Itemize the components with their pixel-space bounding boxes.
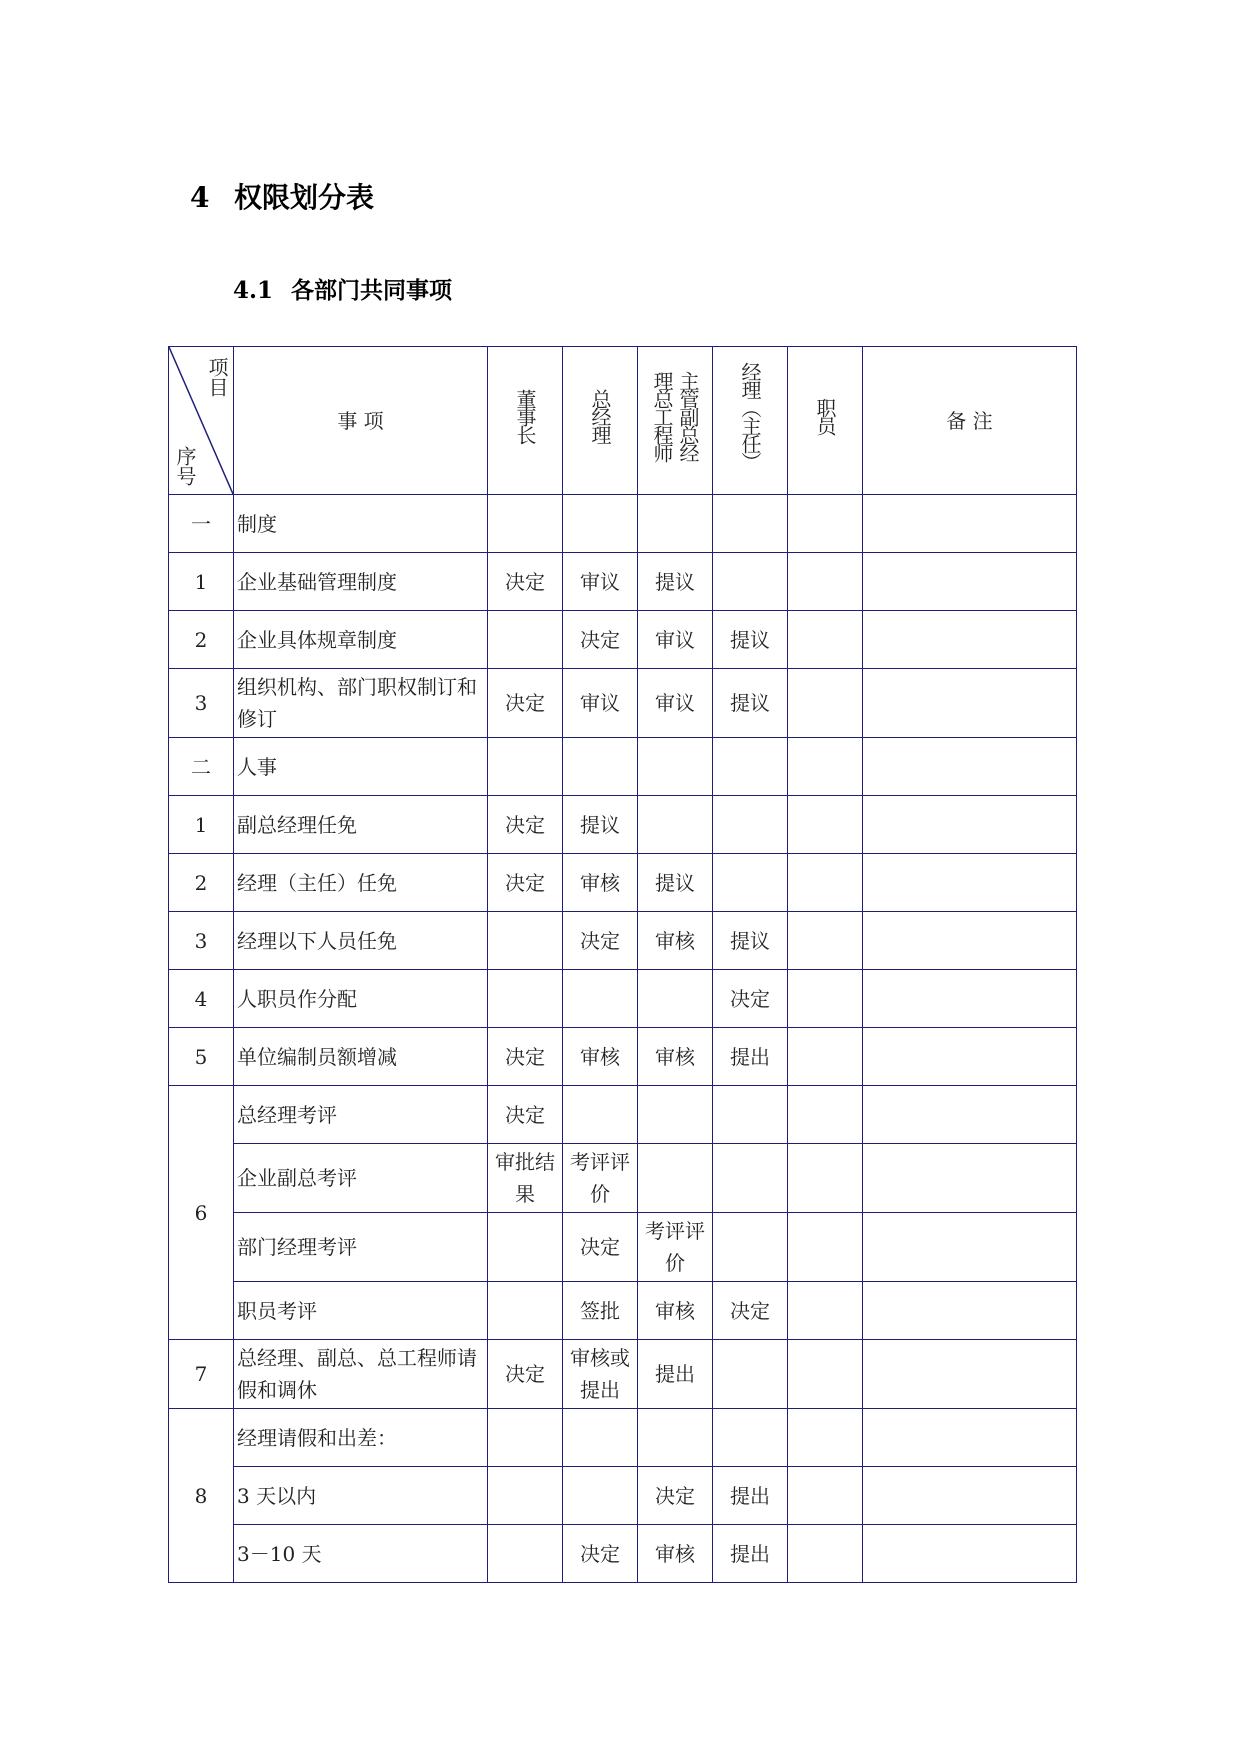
- row-item: 总经理考评: [234, 1086, 488, 1144]
- row-item: 单位编制员额增减: [234, 1028, 488, 1086]
- row-c3: 审核: [638, 912, 713, 970]
- row-c2: 提议: [563, 796, 638, 854]
- row-c3: [638, 1144, 713, 1213]
- row-c1: 决定: [488, 1028, 563, 1086]
- row-item: 人职员作分配: [234, 970, 488, 1028]
- row-c1: [488, 611, 563, 669]
- row-c3: 审议: [638, 611, 713, 669]
- row-number: 6: [169, 1086, 234, 1340]
- row-remark: [863, 854, 1077, 912]
- row-number: 2: [169, 854, 234, 912]
- row-remark: [863, 1340, 1077, 1409]
- table-row: [169, 1144, 1077, 1213]
- row-remark: [863, 1525, 1077, 1583]
- header-general-manager: 总经理: [563, 347, 638, 495]
- row-staff: [788, 796, 863, 854]
- row-staff: [788, 970, 863, 1028]
- header-deputy-gm-b: 主管副总经: [676, 371, 700, 461]
- row-number: 一: [169, 495, 234, 553]
- row-remark: [863, 912, 1077, 970]
- row-c2: [563, 495, 638, 553]
- row-c4: [713, 796, 788, 854]
- row-c4: [713, 1409, 788, 1467]
- row-c4: 提议: [713, 912, 788, 970]
- row-c2: 审议: [563, 553, 638, 611]
- row-c2: 决定: [563, 1525, 638, 1583]
- table-row: [169, 1340, 1077, 1409]
- row-number: 8: [169, 1409, 234, 1583]
- row-remark: [863, 970, 1077, 1028]
- row-remark: [863, 1028, 1077, 1086]
- row-c4: [713, 553, 788, 611]
- row-c2: [563, 1467, 638, 1525]
- table-row: [169, 1409, 1077, 1467]
- row-c2: 签批: [563, 1282, 638, 1340]
- header-deputy-gm-a: 理总工程师: [650, 371, 674, 461]
- row-remark: [863, 1282, 1077, 1340]
- row-c2: 决定: [563, 611, 638, 669]
- row-c1: 决定: [488, 553, 563, 611]
- row-number: 1: [169, 553, 234, 611]
- row-item: 人事: [234, 738, 488, 796]
- row-c3: [638, 738, 713, 796]
- row-c3: 提出: [638, 1340, 713, 1409]
- row-c1: 决定: [488, 854, 563, 912]
- row-c4: [713, 495, 788, 553]
- row-staff: [788, 1409, 863, 1467]
- row-item: 3－10 天: [234, 1525, 488, 1583]
- row-c1: 决定: [488, 669, 563, 738]
- table-row: [169, 970, 1077, 1028]
- row-c1: 决定: [488, 796, 563, 854]
- row-c4: 决定: [713, 1282, 788, 1340]
- row-item: 副总经理任免: [234, 796, 488, 854]
- row-remark: [863, 553, 1077, 611]
- row-staff: [788, 669, 863, 738]
- row-item: 制度: [234, 495, 488, 553]
- header-diagonal-cell: [169, 347, 234, 495]
- row-item: 组织机构、部门职权制订和修订: [234, 669, 488, 738]
- subsection-heading: [233, 272, 452, 305]
- row-item: 企业副总考评: [234, 1144, 488, 1213]
- row-remark: [863, 1086, 1077, 1144]
- row-c4: 提出: [713, 1467, 788, 1525]
- table-row: [169, 1028, 1077, 1086]
- row-c2: 审核: [563, 1028, 638, 1086]
- table-header-row: [169, 347, 1077, 495]
- row-c1: [488, 1467, 563, 1525]
- row-c2: [563, 1409, 638, 1467]
- row-c3: [638, 796, 713, 854]
- row-item: 经理（主任）任免: [234, 854, 488, 912]
- row-c4: 提出: [713, 1525, 788, 1583]
- row-c1: [488, 970, 563, 1028]
- table-row: [169, 1086, 1077, 1144]
- row-c1: [488, 1409, 563, 1467]
- row-staff: [788, 1467, 863, 1525]
- table-row: [169, 738, 1077, 796]
- header-staff: 职员: [788, 347, 863, 495]
- row-staff: [788, 611, 863, 669]
- row-number: 二: [169, 738, 234, 796]
- row-remark: [863, 738, 1077, 796]
- row-c3: 提议: [638, 553, 713, 611]
- subsection-number: 4.1: [233, 277, 274, 304]
- row-item: 经理请假和出差：: [234, 1409, 488, 1467]
- row-c3: 提议: [638, 854, 713, 912]
- row-c3: 审议: [638, 669, 713, 738]
- row-staff: [788, 1144, 863, 1213]
- row-c3: 审核: [638, 1282, 713, 1340]
- row-remark: [863, 1467, 1077, 1525]
- table-row: [169, 611, 1077, 669]
- row-c1: [488, 1213, 563, 1282]
- row-c1: 决定: [488, 1086, 563, 1144]
- header-manager: 经理（主任）: [713, 347, 788, 495]
- row-item: 3 天以内: [234, 1467, 488, 1525]
- subsection-title: 各部门共同事项: [291, 277, 452, 304]
- row-c1: [488, 738, 563, 796]
- header-number-label: 序号: [173, 446, 197, 486]
- row-staff: [788, 1525, 863, 1583]
- row-remark: [863, 611, 1077, 669]
- row-c4: [713, 738, 788, 796]
- authority-table: [168, 346, 1077, 1583]
- table-row: [169, 796, 1077, 854]
- row-staff: [788, 1340, 863, 1409]
- row-c2: [563, 970, 638, 1028]
- header-chairman: 董事长: [488, 347, 563, 495]
- row-c3: 考评评价: [638, 1213, 713, 1282]
- row-c1: 决定: [488, 1340, 563, 1409]
- row-staff: [788, 1086, 863, 1144]
- row-c4: [713, 1144, 788, 1213]
- row-c2: 考评评价: [563, 1144, 638, 1213]
- row-item: 经理以下人员任免: [234, 912, 488, 970]
- row-number: 7: [169, 1340, 234, 1409]
- table-row: [169, 1213, 1077, 1282]
- table-row: [169, 912, 1077, 970]
- row-c1: [488, 1282, 563, 1340]
- row-item: 部门经理考评: [234, 1213, 488, 1282]
- row-staff: [788, 854, 863, 912]
- row-remark: [863, 495, 1077, 553]
- row-staff: [788, 553, 863, 611]
- header-deputy-gm: [638, 347, 713, 495]
- section-title: 权限划分表: [234, 181, 375, 214]
- header-item-label: 项目: [205, 357, 229, 397]
- table-row: [169, 1282, 1077, 1340]
- row-c3: [638, 495, 713, 553]
- row-c2: [563, 738, 638, 796]
- row-remark: [863, 1213, 1077, 1282]
- section-heading: [190, 176, 374, 216]
- row-c2: 审核: [563, 854, 638, 912]
- row-staff: [788, 495, 863, 553]
- row-c2: 审核或提出: [563, 1340, 638, 1409]
- row-c3: 审核: [638, 1028, 713, 1086]
- row-number: 1: [169, 796, 234, 854]
- row-c1: [488, 912, 563, 970]
- row-c4: 提议: [713, 669, 788, 738]
- row-c4: [713, 854, 788, 912]
- row-number: 3: [169, 669, 234, 738]
- row-c2: 决定: [563, 1213, 638, 1282]
- row-item: 企业具体规章制度: [234, 611, 488, 669]
- row-c1: [488, 1525, 563, 1583]
- row-c4: 提议: [713, 611, 788, 669]
- row-number: 2: [169, 611, 234, 669]
- row-number: 4: [169, 970, 234, 1028]
- row-staff: [788, 1028, 863, 1086]
- row-c2: 决定: [563, 912, 638, 970]
- row-c2: [563, 1086, 638, 1144]
- table-row: [169, 553, 1077, 611]
- row-c4: 提出: [713, 1028, 788, 1086]
- row-c3: 决定: [638, 1467, 713, 1525]
- row-c1: 审批结果: [488, 1144, 563, 1213]
- table-row: [169, 1525, 1077, 1583]
- row-c4: [713, 1340, 788, 1409]
- row-number: 3: [169, 912, 234, 970]
- row-remark: [863, 796, 1077, 854]
- row-c2: 审议: [563, 669, 638, 738]
- row-c3: 审核: [638, 1525, 713, 1583]
- row-c4: 决定: [713, 970, 788, 1028]
- row-staff: [788, 912, 863, 970]
- row-c3: [638, 1409, 713, 1467]
- section-number: 4: [190, 181, 210, 214]
- row-remark: [863, 1409, 1077, 1467]
- header-item: 事 项: [234, 347, 488, 495]
- table-row: [169, 1467, 1077, 1525]
- row-number: 5: [169, 1028, 234, 1086]
- row-c4: [713, 1086, 788, 1144]
- row-remark: [863, 669, 1077, 738]
- row-staff: [788, 738, 863, 796]
- row-c4: [713, 1213, 788, 1282]
- row-c3: [638, 1086, 713, 1144]
- header-remark: 备 注: [863, 347, 1077, 495]
- row-item: 企业基础管理制度: [234, 553, 488, 611]
- row-item: 职员考评: [234, 1282, 488, 1340]
- table-row: [169, 495, 1077, 553]
- row-item: 总经理、副总、总工程师请假和调休: [234, 1340, 488, 1409]
- table-row: [169, 854, 1077, 912]
- table-row: [169, 669, 1077, 738]
- row-staff: [788, 1282, 863, 1340]
- row-c1: [488, 495, 563, 553]
- row-remark: [863, 1144, 1077, 1213]
- row-c3: [638, 970, 713, 1028]
- row-staff: [788, 1213, 863, 1282]
